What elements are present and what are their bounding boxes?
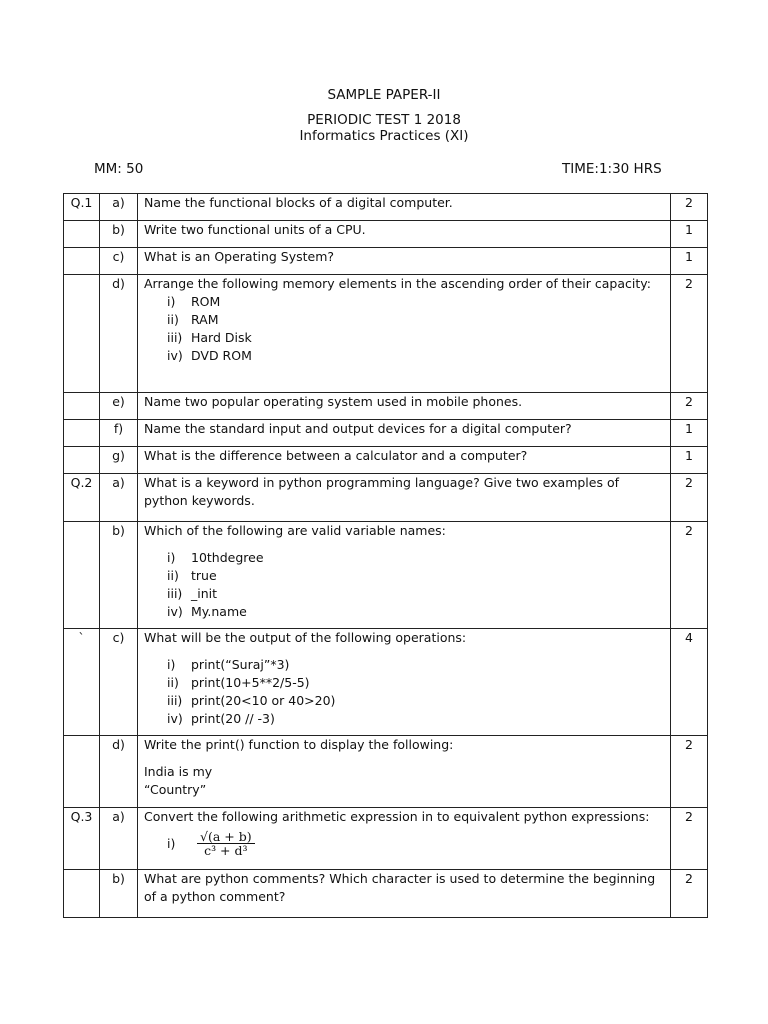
question-text: What is a keyword in python programming language? Give two examples of python keywords. — [138, 474, 671, 522]
marks: 2 — [671, 870, 708, 918]
option-numeral: iii) — [167, 586, 183, 601]
option-item — [167, 567, 666, 585]
option-text: ROM — [191, 294, 221, 309]
option-text: print(20 // -3) — [191, 711, 275, 726]
marks: 2 — [671, 194, 708, 221]
marks: 1 — [671, 221, 708, 248]
option-item — [167, 347, 666, 365]
option-numeral: iii) — [167, 330, 183, 345]
table-row — [64, 248, 708, 275]
option-text: DVD ROM — [191, 348, 252, 363]
question-number: Q.2 — [64, 474, 100, 522]
option-numeral: iv) — [167, 348, 183, 363]
question-text: Write the print() function to display the following: — [144, 737, 454, 752]
max-marks: MM: 50 — [94, 161, 144, 177]
table-row — [64, 447, 708, 474]
question-text: Write two functional units of a CPU. — [138, 221, 671, 248]
option-numeral: ii) — [167, 675, 179, 690]
option-numeral: i) — [167, 835, 176, 851]
question-number — [64, 522, 100, 629]
question-text: Name the standard input and output devices for a digital computer? — [138, 420, 671, 447]
question-text: Name the functional blocks of a digital computer. — [138, 194, 671, 221]
table-row — [64, 522, 708, 629]
option-text: print(“Suraj”*3) — [191, 657, 290, 672]
question-text: What will be the output of the following operations: — [144, 630, 467, 645]
question-number — [64, 736, 100, 808]
option-numeral: iii) — [167, 693, 183, 708]
question-number — [64, 221, 100, 248]
option-item — [167, 293, 666, 311]
question-text: Convert the following arithmetic expression in to equivalent python expressions: — [144, 809, 650, 824]
marks: 1 — [671, 447, 708, 474]
question-text: What is the difference between a calculator and a computer? — [138, 447, 671, 474]
marks: 4 — [671, 629, 708, 736]
question-cell — [138, 522, 671, 629]
option-text: Hard Disk — [191, 330, 252, 345]
question-cell — [138, 808, 671, 870]
sub-question-label: d) — [100, 275, 138, 393]
option-item — [167, 603, 666, 621]
sub-question-label: d) — [100, 736, 138, 808]
option-numeral: iv) — [167, 711, 183, 726]
sub-question-label: g) — [100, 447, 138, 474]
question-number — [64, 870, 100, 918]
sub-question-label: a) — [100, 808, 138, 870]
time-allowed: TIME:1:30 HRS — [562, 161, 662, 177]
display-line-2: “Country” — [144, 782, 207, 797]
subject-name: Informatics Practices (XI) — [299, 128, 469, 144]
option-text: 10thdegree — [191, 550, 264, 565]
expression-line — [144, 830, 666, 857]
table-row — [64, 420, 708, 447]
question-text: Name two popular operating system used in mobile phones. — [138, 393, 671, 420]
option-text: print(10+5**2/5-5) — [191, 675, 310, 690]
question-number — [64, 275, 100, 393]
table-row — [64, 275, 708, 393]
option-item — [167, 311, 666, 329]
display-line-1: India is my — [144, 764, 213, 779]
table-row — [64, 870, 708, 918]
question-number: Q.1 — [64, 194, 100, 221]
table-row — [64, 474, 708, 522]
marks: 2 — [671, 522, 708, 629]
option-list — [144, 656, 666, 728]
question-number: Q.3 — [64, 808, 100, 870]
question-number — [64, 447, 100, 474]
option-text: My.name — [191, 604, 247, 619]
marks: 2 — [671, 808, 708, 870]
sub-question-label: c) — [100, 629, 138, 736]
question-number — [64, 420, 100, 447]
option-numeral: i) — [167, 657, 176, 672]
sub-question-label: b) — [100, 870, 138, 918]
table-row — [64, 808, 708, 870]
question-cell — [138, 629, 671, 736]
question-text: Arrange the following memory elements in the ascending order of their capacity: — [144, 276, 651, 291]
table-row — [64, 194, 708, 221]
table-row — [64, 221, 708, 248]
option-item — [167, 710, 666, 728]
question-text: What are python comments? Which character is used to determine the beginning of a python comment? — [138, 870, 671, 918]
option-list — [144, 293, 666, 365]
marks: 1 — [671, 420, 708, 447]
question-text: What is an Operating System? — [138, 248, 671, 275]
question-cell — [138, 275, 671, 393]
math-fraction — [197, 830, 255, 857]
marks: 2 — [671, 393, 708, 420]
paper-title: SAMPLE PAPER-II — [327, 87, 441, 103]
option-item — [167, 585, 666, 603]
fraction-denominator: c³ + d³ — [204, 843, 248, 858]
fraction-numerator: √(a + b) — [197, 830, 255, 844]
question-number — [64, 393, 100, 420]
marks: 1 — [671, 248, 708, 275]
test-name: PERIODIC TEST 1 2018 — [307, 112, 461, 128]
sub-question-label: f) — [100, 420, 138, 447]
sub-question-label: e) — [100, 393, 138, 420]
sub-question-label: b) — [100, 221, 138, 248]
option-numeral: ii) — [167, 568, 179, 583]
question-cell — [138, 736, 671, 808]
option-numeral: iv) — [167, 604, 183, 619]
sub-question-label: b) — [100, 522, 138, 629]
question-text: Which of the following are valid variable names: — [144, 523, 446, 538]
option-item — [167, 674, 666, 692]
option-item — [167, 692, 666, 710]
option-text: true — [191, 568, 217, 583]
question-table — [63, 193, 708, 918]
question-number: ` — [64, 629, 100, 736]
sub-question-label: a) — [100, 194, 138, 221]
marks: 2 — [671, 736, 708, 808]
table-row — [64, 736, 708, 808]
table-row — [64, 629, 708, 736]
sub-question-label: a) — [100, 474, 138, 522]
option-item — [167, 329, 666, 347]
option-numeral: i) — [167, 550, 176, 565]
marks: 2 — [671, 474, 708, 522]
option-text: RAM — [191, 312, 219, 327]
marks: 2 — [671, 275, 708, 393]
option-numeral: ii) — [167, 312, 179, 327]
option-text: print(20<10 or 40>20) — [191, 693, 336, 708]
question-number — [64, 248, 100, 275]
table-row — [64, 393, 708, 420]
option-item — [167, 549, 666, 567]
sub-question-label: c) — [100, 248, 138, 275]
option-list — [144, 549, 666, 621]
option-item — [167, 656, 666, 674]
option-numeral: i) — [167, 294, 176, 309]
option-text: _init — [191, 586, 218, 601]
